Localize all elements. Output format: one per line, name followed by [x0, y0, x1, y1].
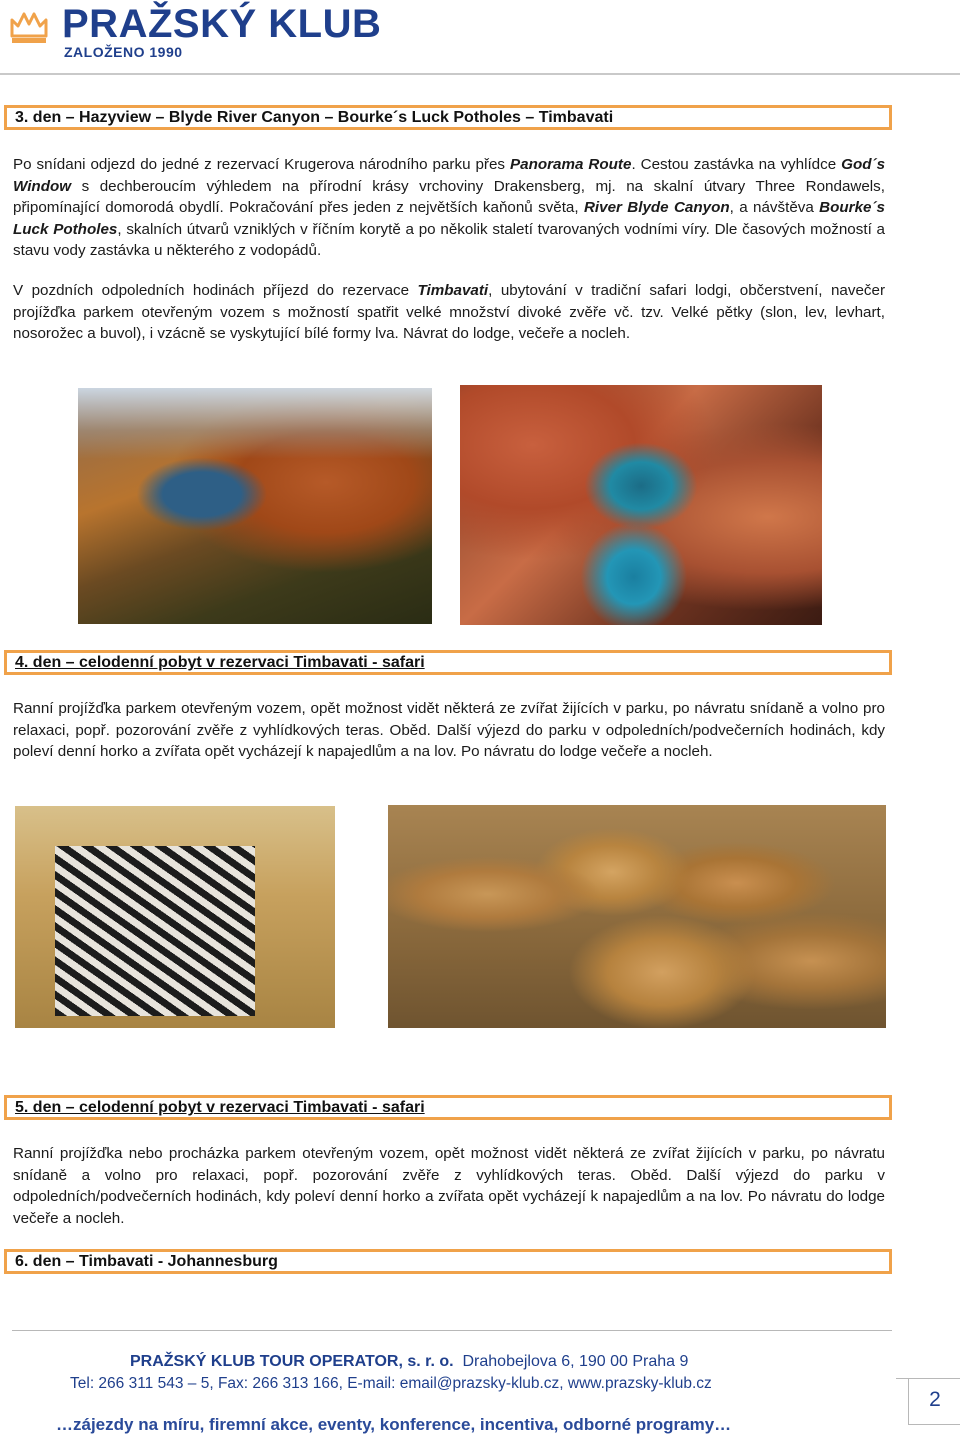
- day-5-paragraph: Ranní projížďka nebo procházka parkem otevřeným vozem, opět možnost vidět některá ze zvířat žijících v parku, po návratu snídaně a volno pro relaxaci, popř. pozorování zvěře z vyhlídkových teras. Oběd. Další výjezd do parku v odpoledních/podvečerních hodinách, kdy poleví denní horko a zvířata opět vycházejí k napajedlům a na lov. Po návratu do lodge večeře a nocleh.: [13, 1145, 885, 1227]
- day-3-heading: [4, 105, 892, 130]
- text-run: , skalních útvarů vzniklých v říčním korytě a po několik staletí tvarovaných vodními víry. Dle časových možností a stavu vody zastávka u některého z vodopádů.: [13, 220, 885, 260]
- text-run: , a návštěva: [729, 199, 820, 217]
- day-3-title: 3. den – Hazyview – Blyde River Canyon – Bourke´s Luck Potholes – Timbavati: [15, 109, 614, 126]
- footer-company-line: [130, 1353, 688, 1371]
- footer-divider: [12, 1330, 892, 1331]
- text-run: Po snídani odjezd do jedné z rezervací Krugerova národního parku přes: [13, 156, 510, 173]
- logo-emblem-icon: [8, 6, 50, 46]
- day-4-heading: [4, 650, 892, 675]
- day-6-heading: [4, 1249, 892, 1274]
- photo-blyde-river-canyon: [78, 388, 432, 624]
- highlight-river-blyde-canyon: River Blyde Canyon: [583, 199, 730, 217]
- photo-bourkes-luck-potholes: [460, 385, 822, 625]
- footer-company-name: PRAŽSKÝ KLUB TOUR OPERATOR, s. r. o.: [130, 1353, 454, 1370]
- footer-contact: Tel: 266 311 543 – 5, Fax: 266 313 166, E-mail: email@prazsky-klub.cz, www.prazsky-klub.cz: [70, 1375, 712, 1392]
- highlight-gods-window: God´s Window: [13, 156, 886, 195]
- photo-zebras: [15, 806, 335, 1028]
- day-3-paragraph-2: [13, 280, 885, 345]
- page-number: 2: [908, 1378, 960, 1425]
- brand-name: PRAŽSKÝ KLUB: [62, 2, 382, 46]
- day-5-heading: [4, 1095, 892, 1120]
- day-4-paragraph: Ranní projížďka parkem otevřeným vozem, opět možnost vidět některá ze zvířat žijících v parku, po návratu snídaně a volno pro relaxaci, popř. pozorování zvěře z vyhlídkových teras. Oběd. Další výjezd do parku v odpoledních/podvečerních hodinách, kdy poleví denní horko a zvířata opět vycházejí k napajedlům a na lov. Po návratu do lodge večeře a nocleh.: [13, 700, 885, 761]
- text-run: V pozdních odpoledních hodinách příjezd do rezervace: [13, 282, 418, 299]
- text-run: s dechberoucím výhledem na přírodní krásy vrchoviny Drakensberg, mj. na skalní útvary Three Rondawels, připomínající domorodá obydlí. Pokračování přes jeden z největších kaňonů světa,: [13, 177, 885, 217]
- header-divider: [0, 73, 960, 75]
- highlight-bourkes-luck-potholes: Bourke´s Luck Potholes: [13, 199, 885, 238]
- footer-slogan: …zájezdy na míru, firemní akce, eventy, konference, incentiva, odborné programy…: [56, 1415, 732, 1434]
- day-4-title: 4. den – celodenní pobyt v rezervaci Timbavati - safari: [15, 654, 425, 671]
- day-6-title: 6. den – Timbavati - Johannesburg: [15, 1253, 278, 1270]
- photo-lions: [388, 805, 886, 1028]
- text-run: . Cestou zastávka na vyhlídce: [631, 156, 842, 173]
- day-5-title: 5. den – celodenní pobyt v rezervaci Timbavati - safari: [15, 1099, 425, 1116]
- highlight-panorama-route: Panorama Route: [510, 156, 632, 173]
- footer-address: Drahobejlova 6, 190 00 Praha 9: [462, 1353, 689, 1370]
- text-run: , ubytování v tradiční safari lodgi, občerstvení, navečer projížďka parkem otevřeným vozem s možností spatřit velké množství divoké zvěře vč. tzv. Velké pětky (slon, lev, levhart, nosorožec a buvol), i vzácně se vyskytující bílé formy lva. Návrat do lodge, večeře a nocleh.: [13, 282, 885, 343]
- day-3-paragraph-1: [13, 154, 885, 262]
- brand-subtitle: ZALOŽENO 1990: [64, 44, 183, 60]
- highlight-timbavati: Timbavati: [417, 282, 489, 299]
